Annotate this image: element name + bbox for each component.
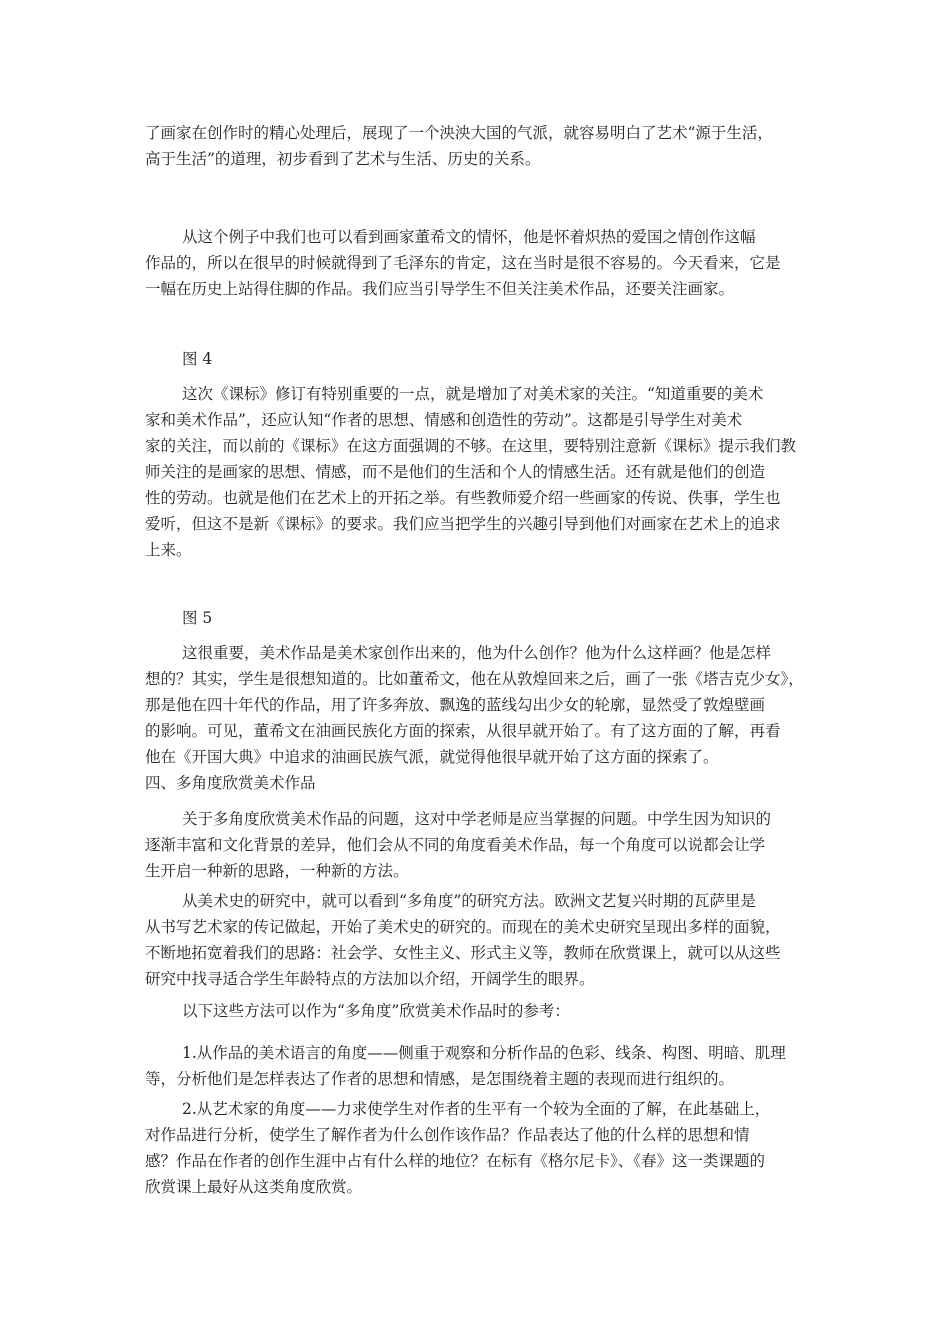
text-line: 这很重要，美术作品是美术家创作出来的，他为什么创作？他为什么这样画？他是怎样 [182,644,772,662]
text-line: 图 5 [182,609,213,627]
text-line: 家的关注，而以前的《课标》在这方面强调的不够。在这里，要特别注意新《课标》提示我们教 [145,437,797,455]
text-line: 2.从艺术家的角度——力求使学生对作者的生平有一个较为全面的了解，在此基础上， [182,1100,771,1118]
text-line: 一幅在历史上站得住脚的作品。我们应当引导学生不但关注美术作品，还要关注画家。 [145,280,735,298]
paragraph-multi-angle-intro [145,806,813,884]
text-line: 从美术史的研究中，就可以看到“多角度”的研究方法。欧洲文艺复兴时期的瓦萨里是 [182,892,756,910]
text-line: 家和美术作品”，还应认知“作者的思想、情感和创造性的劳动”。这都是引导学生对美术 [145,411,743,429]
paragraph-art-source-of-life [145,120,813,172]
paragraph-why-create [145,640,813,770]
text-line: 了画家在创作时的精心处理后，展现了一个泱泱大国的气派，就容易明白了艺术“源于生活， [145,124,773,142]
paragraph-method-2 [145,1096,813,1200]
text-line: 不断地拓宽着我们的思路：社会学、女性主义、形式主义等，教师在欣赏课上，就可以从这些 [145,944,781,962]
paragraph-methods-intro [145,998,813,1024]
text-line: 这次《课标》修订有特别重要的一点，就是增加了对美术家的关注。“知道重要的美术 [182,385,764,403]
text-line: 作品的，所以在很早的时候就得到了毛泽东的肯定，这在当时是很不容易的。今天看来，它是 [145,254,781,272]
text-line: 等，分析他们是怎样表达了作者的思想和情感，是怎围绕着主题的表现而进行组织的。 [145,1070,735,1088]
section-heading-multi-angle [145,770,813,796]
text-line: 生开启一种新的思路，一种新的方法。 [145,862,409,880]
text-line: 感？作品在作者的创作生涯中占有什么样的地位？在标有《格尔尼卡》、《春》这一类课题的 [145,1152,766,1170]
text-line: 四、多角度欣赏美术作品 [145,774,316,792]
paragraph-art-history-methods [145,888,813,992]
text-line: 关于多角度欣赏美术作品的问题，这对中学老师是应当掌握的问题。中学生因为知识的 [182,810,772,828]
text-line: 上来。 [145,541,192,559]
figure-5-caption [145,605,813,631]
text-line: 对作品进行分析，使学生了解作者为什么创作该作品？作品表达了他的什么样的思想和情 [145,1126,750,1144]
text-line: 从这个例子中我们也可以看到画家董希文的情怀，他是怀着炽热的爱国之情创作这幅 [182,228,756,246]
paragraph-curriculum-revision [145,381,813,563]
text-line: 的影响。可见，董希文在油画民族化方面的探索，从很早就开始了。有了这方面的了解，再看 [145,722,781,740]
text-line: 想的？其实，学生是很想知道的。比如董希文，他在从敦煌回来之后，画了一张《塔吉克少女》， [145,670,804,688]
text-line: 从书写艺术家的传记做起，开始了美术史的研究的。而现在的美术史研究呈现出多样的面貌， [145,918,781,936]
text-line: 那是他在四十年代的作品，用了许多奔放、飘逸的蓝线勾出少女的轮廓，显然受了敦煌壁画 [145,696,766,714]
figure-4-caption [145,346,813,372]
text-line: 师关注的是画家的思想、情感，而不是他们的生活和个人的情感生活。还有就是他们的创造 [145,463,766,481]
text-line: 研究中找寻适合学生年龄特点的方法加以介绍，开阔学生的眼界。 [145,970,595,988]
text-line: 爱听，但这不是新《课标》的要求。我们应当把学生的兴趣引导到他们对画家在艺术上的追求 [145,515,781,533]
paragraph-painter-feelings [145,224,813,302]
text-line: 图 4 [182,350,213,368]
text-line: 性的劳动。也就是他们在艺术上的开拓之举。有些教师爱介绍一些画家的传说、佚事，学生也 [145,489,781,507]
text-line: 逐渐丰富和文化背景的差异，他们会从不同的角度看美术作品，每一个角度可以说都会让学 [145,836,766,854]
text-line: 他在《开国大典》中追求的油画民族气派，就觉得他很早就开始了这方面的探索了。 [145,748,719,766]
text-line: 以下这些方法可以作为“多角度”欣赏美术作品时的参考： [182,1002,570,1020]
text-line: 1.从作品的美术语言的角度——侧重于观察和分析作品的色彩、线条、构图、明暗、肌理 [182,1044,786,1062]
text-line: 高于生活”的道理，初步看到了艺术与生活、历史的关系。 [145,150,541,168]
text-line: 欣赏课上最好从这类角度欣赏。 [145,1178,363,1196]
paragraph-method-1 [145,1040,813,1092]
